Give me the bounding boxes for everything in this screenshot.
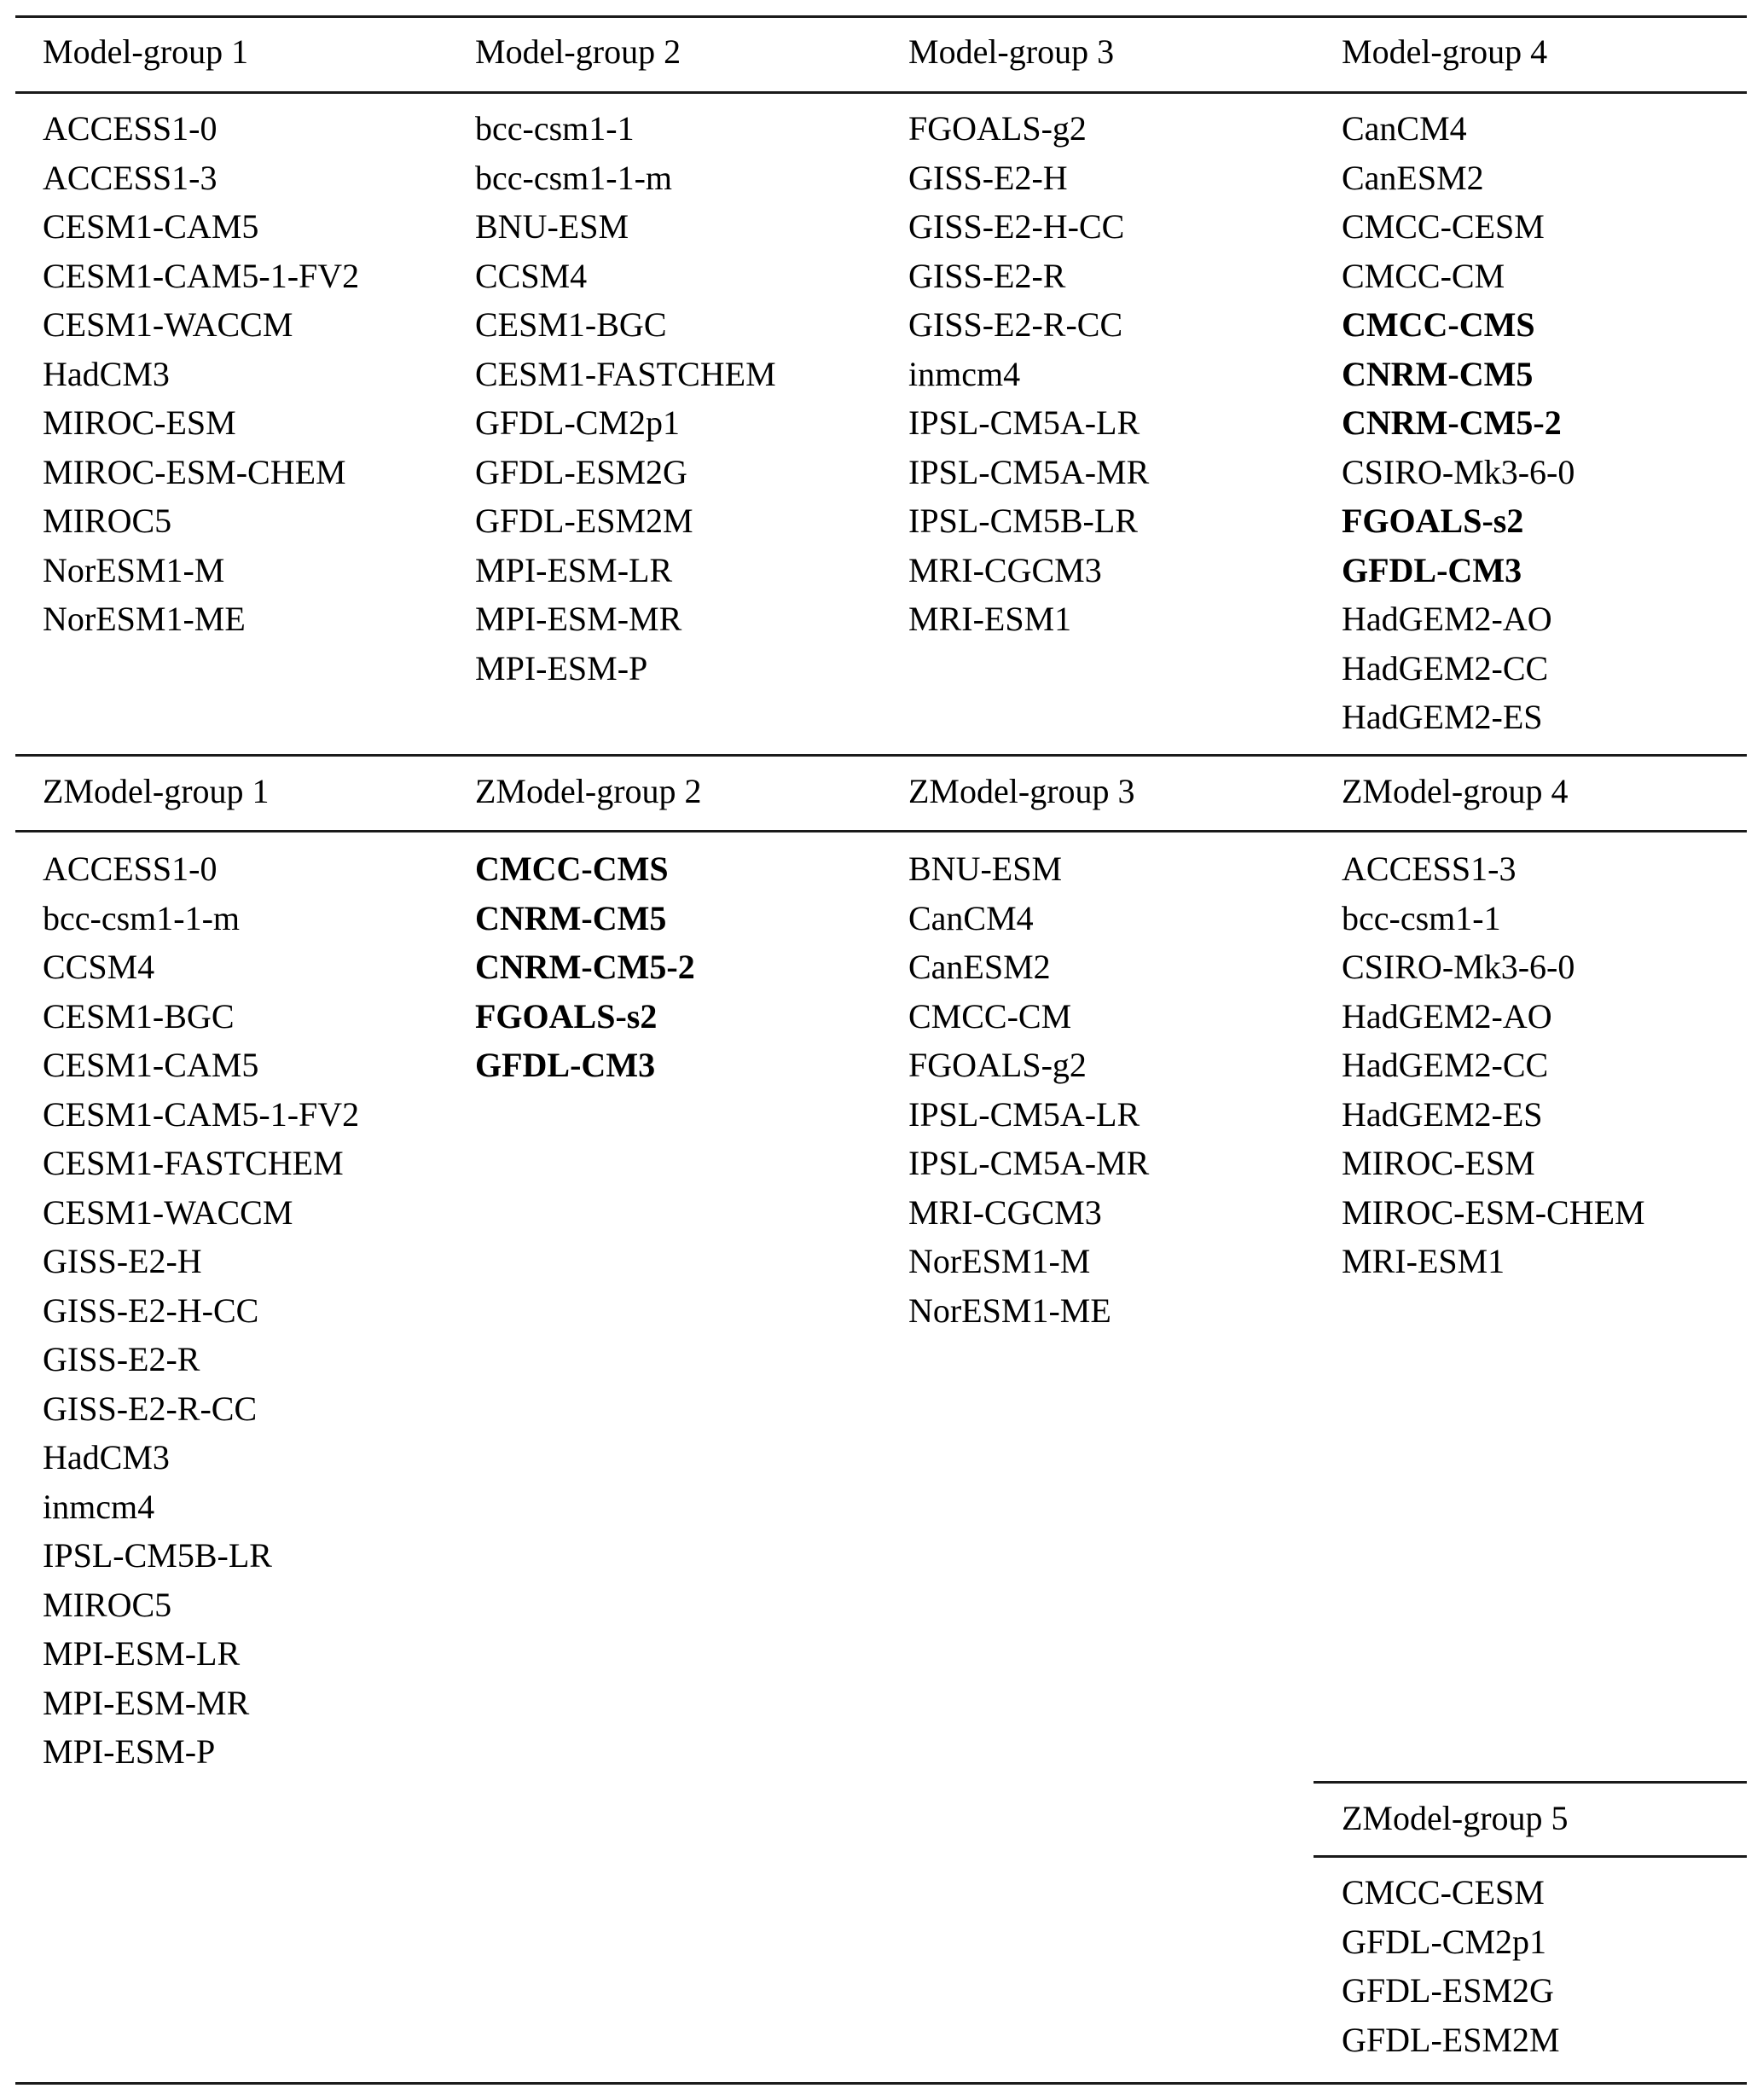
model-name: BNU-ESM bbox=[475, 207, 629, 246]
model-name: inmcm4 bbox=[43, 1487, 155, 1526]
model-name: MIROC5 bbox=[43, 1585, 172, 1624]
model-name: MIROC-ESM bbox=[43, 403, 236, 442]
model-name: CESM1-CAM5-1-FV2 bbox=[43, 1094, 360, 1134]
model-name: FGOALS-g2 bbox=[908, 1046, 1087, 1084]
column-header: Model-group 1 bbox=[43, 32, 249, 71]
model-name: GISS-E2-R bbox=[908, 256, 1066, 295]
model-name: CESM1-BGC bbox=[475, 305, 667, 344]
model-name: CESM1-CAM5 bbox=[43, 1046, 259, 1084]
model-name: MRI-CGCM3 bbox=[908, 1192, 1102, 1232]
model-name: GISS-E2-H bbox=[908, 158, 1068, 197]
model-name: HadGEM2-CC bbox=[1342, 648, 1549, 687]
model-name: HadCM3 bbox=[43, 1438, 170, 1476]
model-name: CanCM4 bbox=[1342, 109, 1467, 148]
column-header: ZModel-group 2 bbox=[475, 772, 702, 810]
model-name: GISS-E2-R bbox=[43, 1340, 200, 1378]
model-list bbox=[475, 104, 776, 693]
model-name: MRI-CGCM3 bbox=[908, 550, 1102, 589]
model-name: ACCESS1-0 bbox=[43, 109, 217, 148]
model-name: IPSL-CM5B-LR bbox=[43, 1536, 272, 1575]
model-name: MIROC-ESM-CHEM bbox=[1342, 1192, 1645, 1232]
model-name: FGOALS-s2 bbox=[1342, 502, 1524, 540]
model-name: HadGEM2-ES bbox=[1342, 698, 1543, 736]
model-name: bcc-csm1-1-m bbox=[43, 898, 241, 937]
model-name: GISS-E2-R-CC bbox=[43, 1389, 258, 1428]
model-name: CESM1-WACCM bbox=[43, 305, 293, 344]
model-name: CNRM-CM5 bbox=[1342, 354, 1534, 393]
model-name: IPSL-CM5A-MR bbox=[908, 452, 1150, 491]
model-name: GISS-E2-H bbox=[43, 1242, 202, 1280]
model-name: GFDL-CM2p1 bbox=[1342, 1922, 1547, 1961]
model-name: CanESM2 bbox=[908, 948, 1051, 986]
model-name: GISS-E2-H-CC bbox=[908, 207, 1125, 246]
model-name: ACCESS1-0 bbox=[43, 850, 217, 888]
model-name: bcc-csm1-1-m bbox=[475, 158, 673, 197]
model-groups-section bbox=[15, 0, 1747, 751]
model-name: MPI-ESM-P bbox=[43, 1732, 216, 1771]
model-name: CSIRO-Mk3-6-0 bbox=[1342, 948, 1575, 986]
model-name: GFDL-CM3 bbox=[1342, 550, 1522, 589]
model-name: bcc-csm1-1 bbox=[1342, 898, 1501, 937]
model-name: CNRM-CM5-2 bbox=[475, 948, 695, 986]
model-name: CMCC-CMS bbox=[1342, 305, 1535, 344]
model-name: bcc-csm1-1 bbox=[475, 109, 635, 148]
model-name: GFDL-CM2p1 bbox=[475, 403, 681, 442]
model-name: CanESM2 bbox=[1342, 158, 1484, 197]
zmodel-groups-section bbox=[15, 739, 1747, 1771]
model-name: CESM1-CAM5-1-FV2 bbox=[43, 256, 360, 295]
model-name: CNRM-CM5-2 bbox=[1342, 403, 1562, 442]
model-name: CMCC-CESM bbox=[1342, 207, 1545, 246]
model-name: NorESM1-M bbox=[43, 550, 225, 589]
model-name: ACCESS1-3 bbox=[43, 158, 217, 197]
model-list bbox=[43, 104, 359, 644]
zmodel-group-5-section bbox=[15, 1766, 1747, 2090]
model-name: inmcm4 bbox=[908, 354, 1021, 393]
model-name: CESM1-WACCM bbox=[43, 1192, 293, 1232]
model-name: NorESM1-ME bbox=[43, 600, 246, 638]
model-name: MIROC5 bbox=[43, 502, 172, 540]
model-list bbox=[1342, 1868, 1560, 2064]
model-name: MPI-ESM-MR bbox=[475, 600, 682, 638]
model-name: IPSL-CM5A-MR bbox=[908, 1144, 1150, 1182]
model-name: HadGEM2-AO bbox=[1342, 996, 1552, 1035]
model-name: MPI-ESM-MR bbox=[43, 1683, 250, 1722]
model-list bbox=[1342, 104, 1575, 742]
model-name: MRI-ESM1 bbox=[908, 600, 1072, 638]
model-name: GFDL-ESM2M bbox=[1342, 2020, 1560, 2059]
model-name: HadGEM2-AO bbox=[1342, 600, 1552, 638]
model-name: IPSL-CM5A-LR bbox=[908, 403, 1140, 442]
model-name: GFDL-ESM2G bbox=[475, 452, 687, 491]
model-name: CNRM-CM5 bbox=[475, 898, 667, 937]
model-list bbox=[908, 104, 1149, 644]
model-name: MPI-ESM-LR bbox=[43, 1634, 241, 1673]
model-name: CESM1-FASTCHEM bbox=[475, 354, 776, 393]
model-name: MRI-ESM1 bbox=[1342, 1242, 1505, 1280]
model-name: CESM1-CAM5 bbox=[43, 207, 259, 246]
model-name: GFDL-ESM2M bbox=[475, 502, 693, 540]
model-name: HadCM3 bbox=[43, 354, 170, 393]
model-name: HadGEM2-ES bbox=[1342, 1094, 1543, 1134]
model-list bbox=[475, 844, 695, 1090]
model-name: CMCC-CM bbox=[1342, 256, 1505, 295]
model-name: IPSL-CM5A-LR bbox=[908, 1094, 1140, 1134]
model-name: FGOALS-s2 bbox=[475, 996, 658, 1035]
model-name: GISS-E2-R-CC bbox=[908, 305, 1123, 344]
column-header: Model-group 4 bbox=[1342, 32, 1548, 71]
column-header: ZModel-group 5 bbox=[1342, 1799, 1569, 1837]
model-name: GFDL-CM3 bbox=[475, 1046, 656, 1084]
model-name: MIROC-ESM bbox=[1342, 1144, 1535, 1182]
model-name: HadGEM2-CC bbox=[1342, 1046, 1549, 1084]
column-header: ZModel-group 1 bbox=[43, 772, 270, 810]
model-name: CSIRO-Mk3-6-0 bbox=[1342, 452, 1575, 491]
column-header: ZModel-group 3 bbox=[908, 772, 1135, 810]
model-list bbox=[1342, 844, 1645, 1286]
model-name: FGOALS-g2 bbox=[908, 109, 1087, 148]
model-name: CMCC-CM bbox=[908, 996, 1072, 1035]
model-name: MPI-ESM-P bbox=[475, 648, 648, 687]
model-name: CESM1-BGC bbox=[43, 996, 235, 1035]
model-name: CESM1-FASTCHEM bbox=[43, 1144, 344, 1182]
model-name: GFDL-ESM2G bbox=[1342, 1971, 1554, 2010]
model-name: CanCM4 bbox=[908, 898, 1034, 937]
model-name: CCSM4 bbox=[475, 256, 588, 295]
column-header: Model-group 3 bbox=[908, 32, 1115, 71]
column-header: ZModel-group 4 bbox=[1342, 772, 1569, 810]
model-list bbox=[908, 844, 1149, 1335]
model-name: CMCC-CMS bbox=[475, 850, 669, 888]
model-name: CCSM4 bbox=[43, 948, 155, 986]
column-header: Model-group 2 bbox=[475, 32, 681, 71]
model-name: GISS-E2-H-CC bbox=[43, 1291, 259, 1330]
model-name: CMCC-CESM bbox=[1342, 1873, 1545, 1911]
model-name: NorESM1-ME bbox=[908, 1291, 1111, 1330]
model-name: ACCESS1-3 bbox=[1342, 850, 1517, 888]
model-name: BNU-ESM bbox=[908, 850, 1063, 888]
model-name: MIROC-ESM-CHEM bbox=[43, 452, 346, 491]
model-name: MPI-ESM-LR bbox=[475, 550, 673, 589]
model-list bbox=[43, 844, 359, 1777]
model-name: NorESM1-M bbox=[908, 1242, 1091, 1280]
model-name: IPSL-CM5B-LR bbox=[908, 502, 1138, 540]
